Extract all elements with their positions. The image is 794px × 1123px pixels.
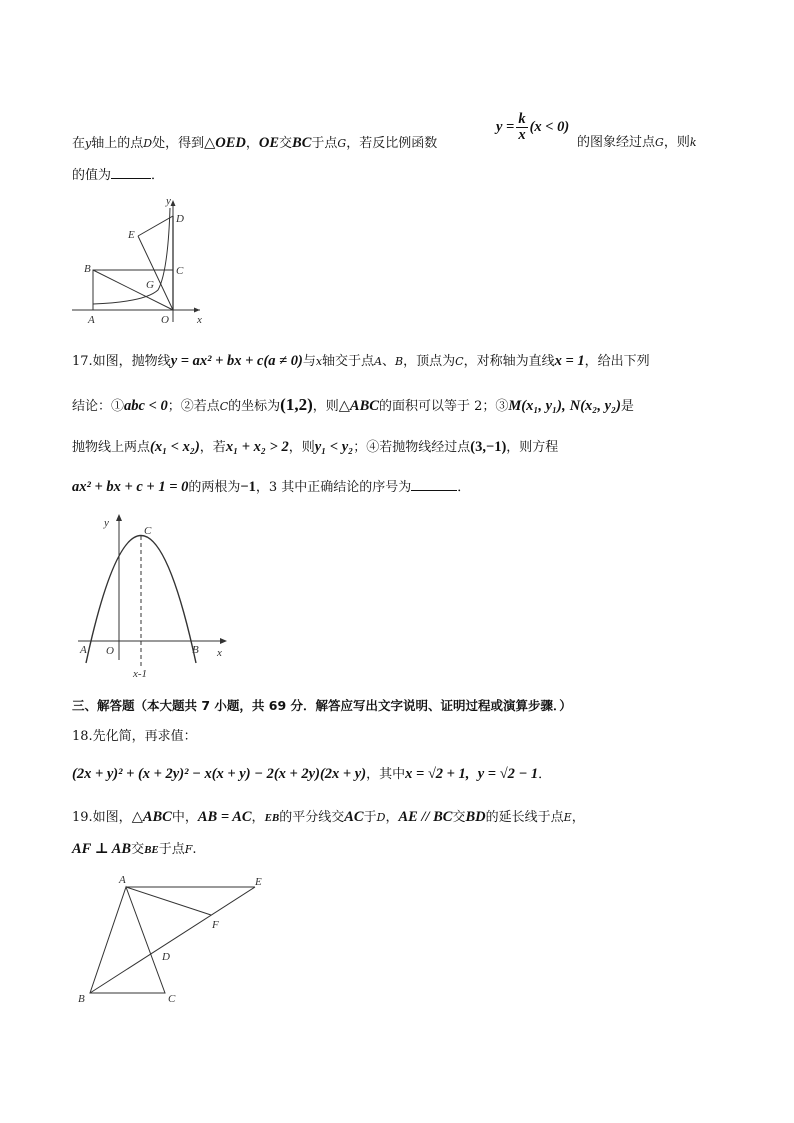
q17-point-m: M(x₁, y₁), [508, 398, 566, 414]
fig17-label-a: A [80, 644, 87, 656]
q17-text: 的两根为 [188, 480, 241, 495]
q16-var-y: y [85, 137, 92, 150]
q16-var-k: k [689, 136, 697, 149]
q16-text: ． [151, 168, 165, 183]
q16-frac-num: k [518, 111, 526, 127]
fig17-x-arrow [220, 638, 227, 644]
q19-text: 于点 [158, 842, 185, 857]
q18-number: 18.先化简，再求值： [72, 729, 197, 744]
q19-eb: EB [264, 812, 280, 824]
fig16-segment-bo [93, 270, 173, 310]
q16-text: 于点 [311, 136, 338, 151]
q17-text: ，则方程 [506, 440, 559, 455]
q19-var-d: D [376, 811, 386, 824]
q17-text: ，给出下列 [584, 354, 650, 369]
q19-number: 19.如图， [72, 810, 132, 825]
q17-text: 结论：① [72, 399, 125, 414]
q16-line1-end [577, 134, 697, 152]
q17-text: ，则 [288, 440, 315, 455]
q18-line2 [72, 765, 551, 784]
fig17-label-b: B [192, 644, 199, 656]
q17-line2 [72, 396, 634, 416]
q16-func-y: y = [496, 119, 515, 135]
fig16-label-x: x [197, 314, 202, 326]
q18-x-value: x = √2 + 1, [405, 766, 470, 782]
q19-text: ， [571, 810, 585, 825]
q19-triangle-abc: △ABC [131, 809, 172, 825]
fig19-segment-af [126, 887, 211, 915]
q19-line1 [72, 808, 585, 827]
q19-text: ， [251, 810, 265, 825]
q16-text: 处，得到 [152, 136, 205, 151]
q18-text: ． [538, 767, 552, 782]
q19-text: 交 [452, 810, 466, 825]
q19-text: 中， [171, 810, 198, 825]
q17-text: 抛物线上两点 [72, 440, 151, 455]
q18-text: ，其中 [366, 767, 406, 782]
q17-cond-x1x2: (x₁ < x₂) [150, 439, 200, 455]
q19-perpendicular: AF ⊥ AB [72, 841, 132, 857]
fig17-label-c: C [144, 525, 152, 537]
q19-text: 交 [131, 842, 145, 857]
q17-text: 轴交于点 [322, 354, 375, 369]
q17-point: (3,−1) [470, 439, 507, 455]
q16-text: 交 [279, 136, 293, 151]
q17-text: ，则 [312, 399, 339, 414]
fig19-label-c: C [168, 993, 176, 1004]
q19-line2 [72, 840, 197, 859]
q19-parallel: AE // BC [398, 809, 453, 825]
q16-text: ， [245, 136, 259, 151]
q17-text: 的坐标为 [228, 399, 281, 414]
fig16-label-y: y [166, 195, 171, 207]
fig19-triangle-abc [90, 887, 165, 993]
q17-text: 是 [620, 399, 634, 414]
q19-ac: AC [344, 809, 364, 825]
q17-text: ，对称轴为直线 [463, 354, 555, 369]
fig19-label-e: E [255, 876, 262, 888]
q18-expression: (2x + y)² + (x + 2y)² − x(x + y) − 2(x + 2y)(2x + y) [72, 766, 367, 782]
q17-equation: ax² + bx + c + 1 = 0 [72, 479, 189, 495]
fig16-triangle-oed [138, 216, 173, 310]
q17-text: ，若 [199, 440, 226, 455]
q17-cond-sum: x₁ + x₂ > 2 [225, 439, 289, 455]
q17-point-n: N(x₂, y₂) [569, 398, 621, 414]
fig16-label-e: E [128, 229, 135, 241]
fig17-diagram [74, 508, 234, 680]
q19-var-f: F [184, 843, 193, 856]
q16-triangle-oed: △OED [204, 135, 246, 151]
q17-line1 [72, 352, 650, 371]
q17-cond-abc: abc < 0 [124, 398, 168, 414]
q17-answer-blank[interactable] [411, 477, 457, 491]
q16-var-d: D [143, 137, 153, 150]
q18-line1 [72, 728, 197, 746]
fig19-diagram [72, 868, 272, 1004]
fig16-label-c: C [176, 265, 184, 277]
q17-text: ，3 其中正确结论的序号为 [255, 480, 412, 495]
q16-text: ，若反比例函数 [346, 136, 438, 151]
q17-number: 17.如图，抛物线 [72, 354, 171, 369]
q16-text: 的图象经过点 [577, 135, 656, 150]
fig16-label-a: A [88, 314, 95, 326]
fig17-label-o: O [106, 645, 114, 657]
q16-segment-oe: OE [258, 135, 280, 151]
q16-text: 轴上的点 [91, 136, 144, 151]
q17-var-a: A [374, 355, 383, 368]
q16-line1 [72, 134, 437, 153]
q16-text: 在 [72, 136, 86, 151]
fig16-label-g: G [146, 279, 154, 291]
fig16-x-arrow [194, 308, 200, 313]
q19-equality: AB = AC [197, 809, 252, 825]
fig16-y-arrow [171, 200, 176, 206]
q17-text: 、 [382, 354, 396, 369]
fig19-segment-be [90, 887, 255, 993]
q19-text: 的延长线于点 [485, 810, 564, 825]
q18-y-value: y = √2 − 1 [477, 766, 539, 782]
q17-var-c: C [455, 355, 464, 368]
q17-line4 [72, 477, 470, 497]
fig17-label-x: x [217, 647, 222, 659]
section-3-title: 三、解答题（本大题共 7 小题，共 69 分．解答应写出文字说明、证明过程或演算步骤．） [72, 698, 572, 713]
q17-var-c: C [219, 400, 229, 413]
q19-text: 的平分线交 [279, 810, 345, 825]
q16-function [496, 112, 569, 143]
q17-text: 与 [302, 354, 316, 369]
fig19-label-f: F [212, 919, 219, 931]
q16-func-cond: (x < 0) [529, 119, 570, 135]
q17-text: ． [457, 480, 471, 495]
fig19-label-a: A [119, 874, 126, 886]
q17-axis-eq: x = 1 [554, 353, 585, 369]
fig16-label-d: D [176, 213, 184, 225]
q17-text: 的面积可以等于 2；③ [378, 399, 509, 414]
q17-line3 [72, 438, 558, 457]
q19-text: . [192, 842, 197, 857]
q17-parabola-eq: y = ax² + bx + c(a ≠ 0) [170, 353, 303, 369]
q19-bd: BD [465, 809, 486, 825]
fig16-label-o: O [161, 314, 169, 326]
fig17-label-x-eq-1: x-1 [133, 668, 148, 680]
q17-var-b: B [395, 355, 404, 368]
q16-answer-blank[interactable] [111, 165, 151, 179]
q19-text: 于 [363, 810, 377, 825]
q16-var-g: G [337, 137, 347, 150]
q17-var-x: x [315, 355, 323, 368]
fig16-diagram [70, 192, 210, 330]
q19-text: ， [385, 810, 399, 825]
q16-text: ，则 [663, 135, 690, 150]
q16-line2 [72, 165, 164, 185]
q17-cond-y1y2: y₁ < y₂ [314, 439, 354, 455]
q16-var-g: G [655, 136, 664, 149]
q16-text: 的值为 [72, 168, 112, 183]
q17-root: −1 [240, 479, 256, 495]
q19-be: BE [144, 844, 159, 856]
q16-frac-den: x [518, 127, 526, 143]
q16-fraction [516, 112, 527, 143]
fig17-y-arrow [116, 514, 122, 521]
q17-text: ；②若点 [167, 399, 220, 414]
q17-triangle-abc: △ABC [338, 398, 379, 414]
q17-coord-c: (1,2) [280, 395, 313, 414]
q19-var-e: E [563, 811, 572, 824]
q16-segment-bc: BC [292, 135, 312, 151]
fig19-label-d: D [162, 951, 170, 963]
q17-text: ，顶点为 [403, 354, 456, 369]
fig17-label-y: y [104, 517, 109, 529]
fig16-label-b: B [84, 263, 91, 275]
q17-text: ；④若抛物线经过点 [353, 440, 471, 455]
fig19-label-b: B [78, 993, 85, 1004]
